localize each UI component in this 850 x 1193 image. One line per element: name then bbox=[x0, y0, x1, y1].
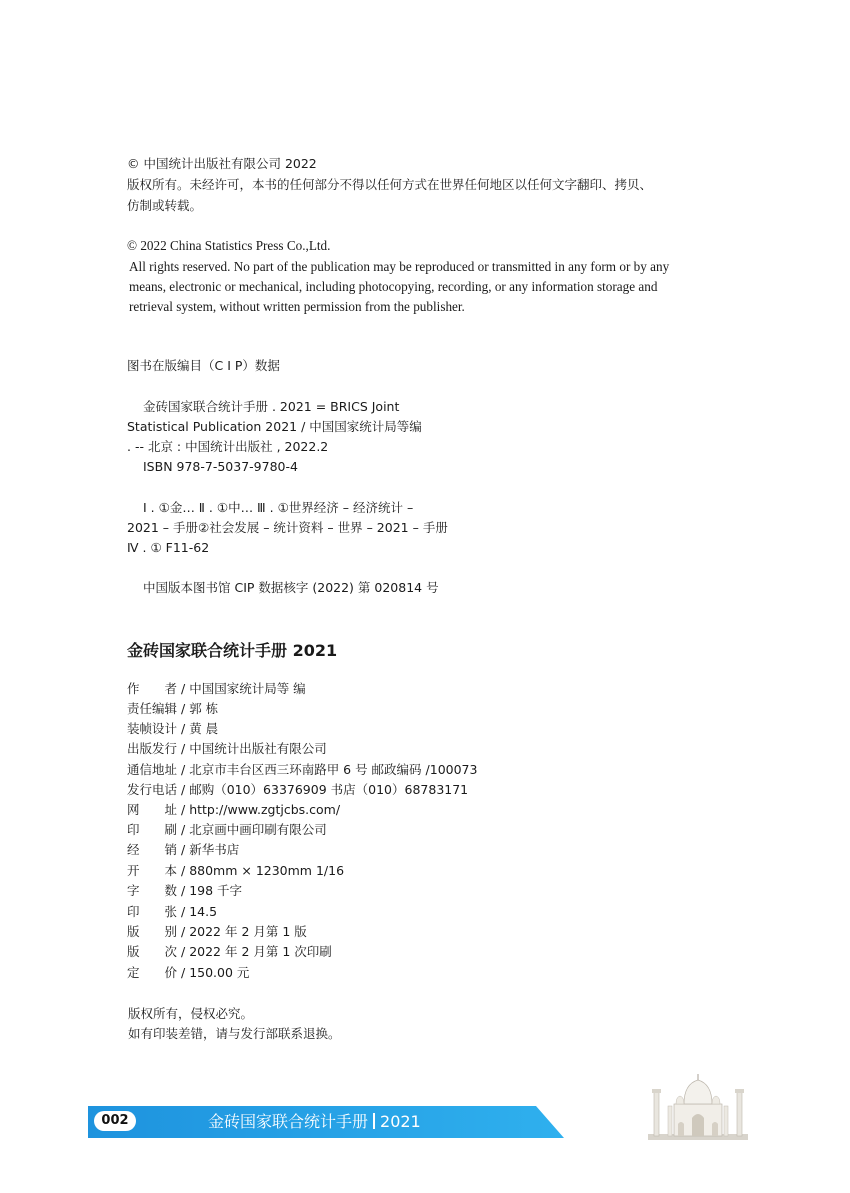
detail-row-word-count bbox=[127, 881, 242, 901]
detail-value: 中国国家统计局等 编 bbox=[189, 681, 306, 696]
detail-label: 经 销 bbox=[127, 842, 178, 857]
copyright-cn-line3: 仿制或转载。 bbox=[127, 198, 203, 213]
detail-label: 印 刷 bbox=[127, 822, 178, 837]
detail-value: 14.5 bbox=[189, 904, 218, 919]
detail-value: 北京画中画印刷有限公司 bbox=[189, 822, 327, 837]
book-title: 金砖国家联合统计手册 2021 bbox=[127, 641, 338, 660]
detail-value: 中国统计出版社有限公司 bbox=[189, 741, 327, 756]
detail-separator: / bbox=[177, 944, 190, 959]
detail-separator: / bbox=[177, 782, 190, 797]
footer-divider bbox=[373, 1113, 375, 1129]
detail-row-price bbox=[127, 963, 249, 983]
detail-label: 发行电话 bbox=[127, 782, 178, 797]
cip-isbn: ISBN 978-7-5037-9780-4 bbox=[143, 459, 298, 474]
detail-label: 出版发行 bbox=[127, 741, 178, 756]
detail-separator: / bbox=[177, 904, 190, 919]
detail-value: 198 千字 bbox=[189, 883, 243, 898]
detail-value: 黄 晨 bbox=[189, 721, 219, 736]
cip-class-line2: 2021 – 手册②社会发展 – 统计资料 – 世界 – 2021 – 手册 bbox=[127, 520, 448, 535]
detail-label: 印 张 bbox=[127, 904, 178, 919]
detail-label: 字 数 bbox=[127, 883, 178, 898]
detail-separator: / bbox=[177, 883, 190, 898]
detail-separator: / bbox=[177, 762, 190, 777]
cip-record-number: 中国版本图书馆 CIP 数据核字 (2022) 第 020814 号 bbox=[143, 580, 439, 595]
detail-value: 新华书店 bbox=[189, 842, 240, 857]
detail-label: 定 价 bbox=[127, 965, 178, 980]
detail-row-distributor bbox=[127, 840, 239, 860]
detail-separator: / bbox=[177, 822, 190, 837]
detail-value: 郭 栋 bbox=[189, 701, 219, 716]
cip-class-line1: Ⅰ . ①金… Ⅱ . ①中… Ⅲ . ①世界经济 – 经济统计 – bbox=[143, 500, 414, 515]
detail-row-format bbox=[127, 861, 344, 881]
detail-row-printing bbox=[127, 942, 332, 962]
detail-label: 通信地址 bbox=[127, 762, 178, 777]
detail-row-address bbox=[127, 760, 477, 780]
copyright-cn-line1: © 中国统计出版社有限公司 2022 bbox=[127, 156, 317, 171]
detail-label: 版 别 bbox=[127, 924, 178, 939]
detail-row-publisher bbox=[127, 739, 327, 759]
detail-row-editor bbox=[127, 699, 218, 719]
detail-row-phone bbox=[127, 780, 468, 800]
detail-separator: / bbox=[177, 681, 190, 696]
cip-entry-line2: Statistical Publication 2021 / 中国国家统计局等编 bbox=[127, 419, 422, 434]
footer-title-text: 金砖国家联合统计手册 bbox=[208, 1112, 369, 1131]
cip-heading: 图书在版编目（C I P）数据 bbox=[127, 358, 280, 373]
detail-value[interactable]: http://www.zgtjcbs.com/ bbox=[189, 802, 341, 817]
detail-separator: / bbox=[177, 842, 190, 857]
detail-value: 2022 年 2 月第 1 版 bbox=[189, 924, 307, 939]
detail-label: 网 址 bbox=[127, 802, 178, 817]
detail-separator: / bbox=[177, 741, 190, 756]
detail-separator: / bbox=[177, 924, 190, 939]
return-notice: 如有印装差错，请与发行部联系退换。 bbox=[128, 1026, 341, 1041]
detail-value: 北京市丰台区西三环南路甲 6 号 邮政编码 /100073 bbox=[189, 762, 478, 777]
copyright-en-line3: means, electronic or mechanical, including photocopying, recording, or any information storage and bbox=[129, 279, 658, 294]
detail-separator: / bbox=[177, 965, 190, 980]
detail-separator: / bbox=[177, 721, 190, 736]
detail-row-design bbox=[127, 719, 218, 739]
cip-class-line3: Ⅳ . ① F11-62 bbox=[127, 540, 210, 555]
detail-value: 150.00 元 bbox=[189, 965, 250, 980]
detail-label: 装帧设计 bbox=[127, 721, 178, 736]
detail-label: 开 本 bbox=[127, 863, 178, 878]
cip-entry-line1: 金砖国家联合统计手册 . 2021 = BRICS Joint bbox=[143, 399, 400, 414]
detail-label: 版 次 bbox=[127, 944, 178, 959]
footer-title bbox=[208, 1111, 421, 1133]
detail-row-author bbox=[127, 679, 306, 699]
detail-value: 2022 年 2 月第 1 次印刷 bbox=[189, 944, 332, 959]
cip-entry-line3: . -- 北京 : 中国统计出版社 , 2022.2 bbox=[127, 439, 329, 454]
detail-label: 作 者 bbox=[127, 681, 178, 696]
footer-year: 2021 bbox=[380, 1112, 421, 1131]
copyright-en-line2: All rights reserved. No part of the publication may be reproduced or transmitted in any form or by any bbox=[129, 259, 670, 274]
rights-notice: 版权所有，侵权必究。 bbox=[128, 1006, 254, 1021]
copyright-en-line4: retrieval system, without written permission from the publisher. bbox=[129, 299, 465, 314]
detail-separator: / bbox=[177, 701, 190, 716]
taj-mahal-icon bbox=[648, 1072, 748, 1140]
detail-label: 责任编辑 bbox=[127, 701, 178, 716]
detail-row-sheets bbox=[127, 902, 217, 922]
detail-row-printer bbox=[127, 820, 327, 840]
detail-separator: / bbox=[177, 863, 190, 878]
detail-value: 邮购（010）63376909 书店（010）68783171 bbox=[189, 782, 469, 797]
copyright-cn-line2: 版权所有。未经许可，本书的任何部分不得以任何方式在世界任何地区以任何文字翻印、拷贝、 bbox=[127, 177, 653, 192]
detail-value: 880mm × 1230mm 1/16 bbox=[189, 863, 345, 878]
detail-row-website bbox=[127, 800, 340, 820]
detail-row-edition bbox=[127, 922, 307, 942]
page-number: 002 bbox=[94, 1111, 136, 1131]
detail-separator: / bbox=[177, 802, 190, 817]
copyright-en-line1: © 2022 China Statistics Press Co.,Ltd. bbox=[127, 238, 331, 253]
